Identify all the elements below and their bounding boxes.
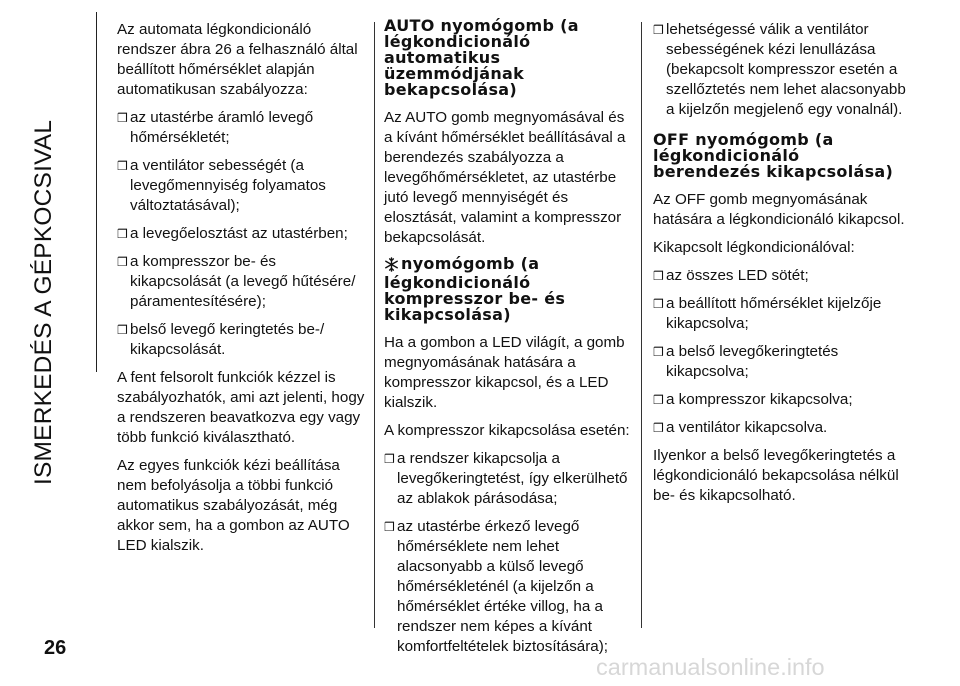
list-item: ❒ a beállított hőmérséklet kijelzője kikapcsolva; xyxy=(653,295,882,332)
checkbox-bullet-icon: ❒ xyxy=(653,23,664,37)
column-3 xyxy=(653,20,908,514)
checkbox-bullet-icon: ❒ xyxy=(653,421,664,435)
checkbox-bullet-icon: ❒ xyxy=(653,297,664,311)
list-item: ❒ a belső levegőkeringtetés kikapcsolva; xyxy=(653,343,839,380)
watermark: carmanualsonline.info xyxy=(596,654,825,680)
checkbox-bullet-icon: ❒ xyxy=(117,159,128,173)
col1-intro: Az automata légkondicionáló rendszer ábra 26 a felhasználó által beállított hőmérséklet alapján automatikusan szabályozza: xyxy=(117,21,358,98)
list-item: ❒ a ventilátor sebességét (a levegőmennyiség folyamatos változtatásával); xyxy=(117,157,326,214)
column-divider xyxy=(374,22,375,628)
list-item: ❒ a rendszer kikapcsolja a levegőkeringtetést, így elkerülhető az ablakok párásodása; xyxy=(384,450,628,507)
checkbox-bullet-icon: ❒ xyxy=(384,452,395,466)
list-item: ❒ a ventilátor kikapcsolva. xyxy=(653,419,828,436)
col3-paragraph: Az OFF gomb megnyomásának hatására a légkondicionáló kikapcsol. xyxy=(653,191,905,228)
page-number: 26 xyxy=(44,637,67,659)
col3-paragraph: Ilyenkor a belső levegőkeringtetés a légkondicionáló bekapcsolása nélkül be- és kikapcsolható. xyxy=(653,447,899,504)
list-item: ❒ az utastérbe érkező levegő hőmérséklete nem lehet alacsonyabb a külső levegő hőmérsékleténél (a kijelzőn a hőmérséklet értéke villog, ha a rendszer nem képes a kívánt komfortfeltételek biztosítására); xyxy=(384,518,609,655)
checkbox-bullet-icon: ❒ xyxy=(653,393,664,407)
checkbox-bullet-icon: ❒ xyxy=(117,255,128,269)
col1-paragraph: A fent felsorolt funkciók kézzel is szabályozhatók, ami azt jelenti, hogy a rendszeren beavatkozva egy vagy több funkció kiválasztható. xyxy=(117,369,365,446)
col2-paragraph: A kompresszor kikapcsolása esetén: xyxy=(384,422,630,439)
col2-paragraph: Az AUTO gomb megnyomásával és a kívánt hőmérséklet beállításával a berendezés szabályozza a levegőhőmérsékletet, az utastérbe jutó levegő mennyiségét és elosztását, valamint a kompresszor bekapcsolását. xyxy=(384,109,626,246)
checkbox-bullet-icon: ❒ xyxy=(117,323,128,337)
col2-paragraph: Ha a gombon a LED világít, a gomb megnyomásának hatására a kompresszor kikapcsol, és a LED kialszik. xyxy=(384,334,625,411)
off-button-heading: OFF nyomógomb (a légkondicionáló berendezés kikapcsolása) xyxy=(653,130,894,181)
list-item: ❒ a kompresszor kikapcsolva; xyxy=(653,391,853,408)
list-item: ❒ a kompresszor be- és kikapcsolását (a levegő hűtésére/ páramentesítésére); xyxy=(117,253,356,310)
column-1 xyxy=(117,20,367,564)
list-item: ❒ az utastérbe áramló levegő hőmérsékletét; xyxy=(117,109,314,146)
auto-button-heading: AUTO nyomógomb (a légkondicionáló automatikus üzemmódjának bekapcsolása) xyxy=(384,16,579,99)
compressor-button-heading xyxy=(384,256,634,323)
list-item: ❒ a levegőelosztást az utastérben; xyxy=(117,225,348,242)
column-2 xyxy=(384,16,634,665)
side-rule xyxy=(96,12,97,372)
list-item: ❒ belső levegő keringtetés be-/ kikapcsolását. xyxy=(117,321,325,358)
compressor-heading-text: nyomógomb (a légkondicionáló kompresszor be- és kikapcsolása) xyxy=(384,254,566,324)
checkbox-bullet-icon: ❒ xyxy=(653,269,664,283)
checkbox-bullet-icon: ❒ xyxy=(117,111,128,125)
checkbox-bullet-icon: ❒ xyxy=(384,520,395,534)
checkbox-bullet-icon: ❒ xyxy=(117,227,128,241)
column-divider xyxy=(641,22,642,628)
list-item: ❒ az összes LED sötét; xyxy=(653,267,809,284)
list-item: ❒ lehetségessé válik a ventilátor sebességének kézi lenullázása (bekapcsolt kompresszor esetén a szellőztetés nem lehet alacsonyabb a kijelzőn megjelenő egy vonalnál). xyxy=(653,21,906,118)
col1-paragraph: Az egyes funkciók kézi beállítása nem befolyásolja a többi funkció automatikus szabályozását, még akkor sem, ha a gombon az AUTO LED kialszik. xyxy=(117,457,350,554)
checkbox-bullet-icon: ❒ xyxy=(653,345,664,359)
section-side-title: ISMERKEDÉS A GÉPKOCSIVAL xyxy=(30,119,57,485)
col3-paragraph: Kikapcsolt légkondicionálóval: xyxy=(653,239,855,256)
